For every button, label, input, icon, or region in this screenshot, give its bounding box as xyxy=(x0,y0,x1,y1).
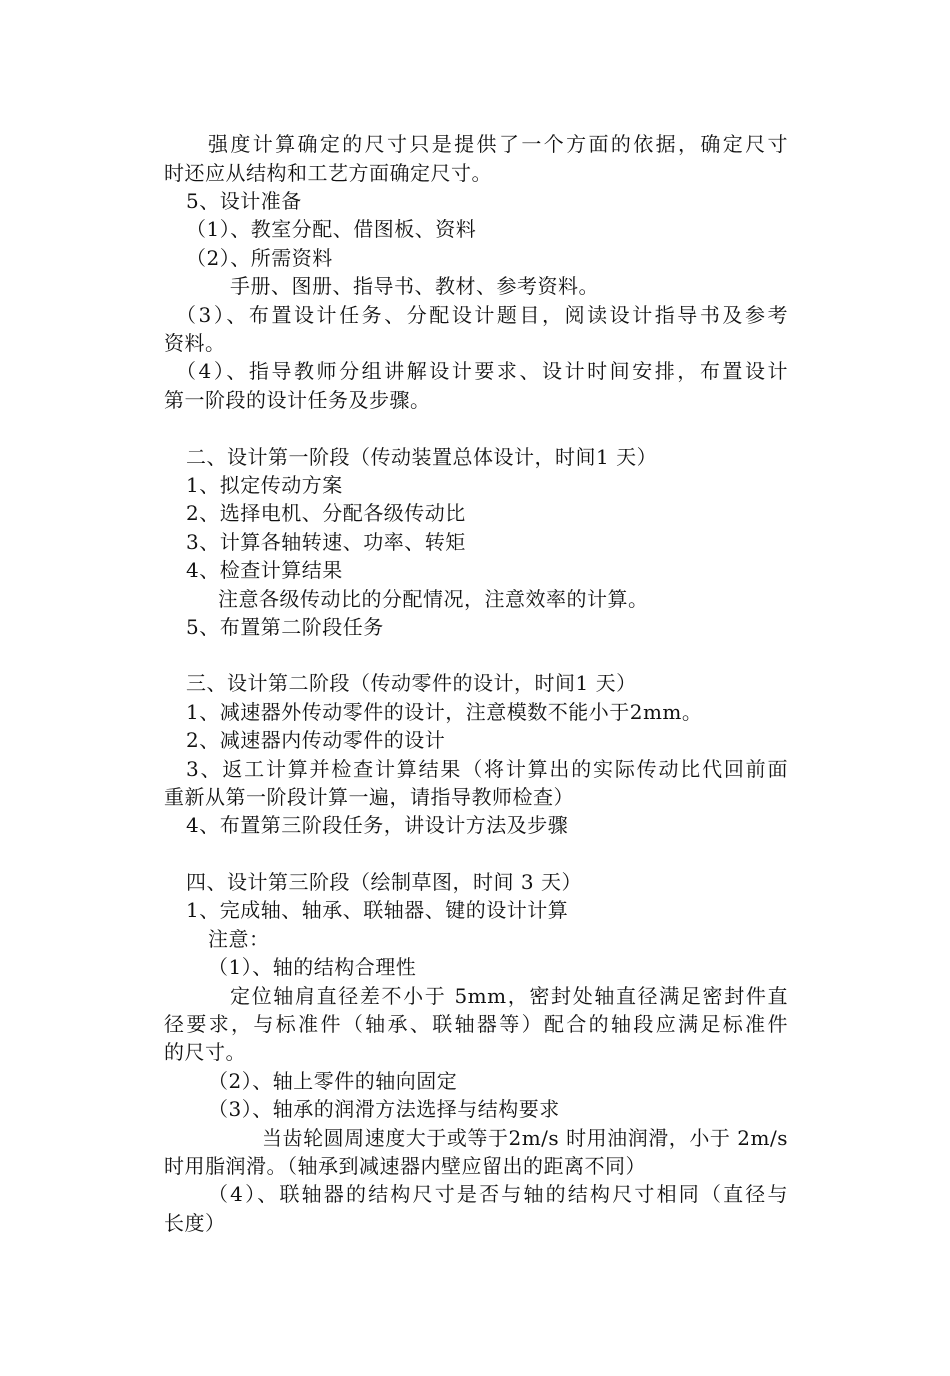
text-line: （2）、轴上零件的轴向固定 xyxy=(208,1069,458,1093)
text-line: 资料。 xyxy=(164,331,226,355)
text-line: 强度计算确定的尺寸只是提供了一个方面的依据，确定尺寸 xyxy=(208,132,788,156)
list-item: 4、布置第三阶段任务，讲设计方法及步骤 xyxy=(186,813,569,837)
text-line: 注意： xyxy=(208,927,270,951)
text-line: 定位轴肩直径差不小于 5mm，密封处轴直径满足密封件直 xyxy=(230,984,788,1008)
text-line: 的尺寸。 xyxy=(164,1040,246,1064)
text-line: （4）、联轴器的结构尺寸是否与轴的结构尺寸相同（直径与 xyxy=(208,1182,788,1206)
list-item: 2、减速器内传动零件的设计 xyxy=(186,728,446,752)
text-line: 长度） xyxy=(164,1211,226,1235)
section-heading: 三、设计第二阶段（传动零件的设计，时间1 天） xyxy=(186,671,637,695)
text-line: 手册、图册、指导书、教材、参考资料。 xyxy=(230,274,599,298)
text-line: 时用脂润滑。（轴承到减速器内壁应留出的距离不同） xyxy=(164,1154,646,1178)
list-item: 1、减速器外传动零件的设计，注意模数不能小于2mm。 xyxy=(186,700,703,724)
list-item: 1、完成轴、轴承、联轴器、键的设计计算 xyxy=(186,898,569,922)
list-item: 3、计算各轴转速、功率、转矩 xyxy=(186,530,466,554)
list-item: 2、选择电机、分配各级传动比 xyxy=(186,501,466,525)
text-line: 当齿轮圆周速度大于或等于2m/s 时用油润滑，小于 2m/s xyxy=(262,1126,788,1150)
text-line: 第一阶段的设计任务及步骤。 xyxy=(164,388,431,412)
text-line: （1）、教室分配、借图板、资料 xyxy=(186,217,477,241)
text-line: （1）、轴的结构合理性 xyxy=(208,955,417,979)
text-line: （4）、指导教师分组讲解设计要求、设计时间安排，布置设计 xyxy=(176,359,788,383)
text-line: （3）、布置设计任务、分配设计题目，阅读设计指导书及参考 xyxy=(176,303,788,327)
list-item: 5、布置第二阶段任务 xyxy=(186,615,384,639)
list-item: 3、返工计算并检查计算结果（将计算出的实际传动比代回前面 xyxy=(186,757,788,781)
section-heading: 四、设计第三阶段（绘制草图，时间 3 天） xyxy=(186,870,582,894)
text-line: 径要求，与标准件（轴承、联轴器等）配合的轴段应满足标准件 xyxy=(164,1012,788,1036)
text-line: 时还应从结构和工艺方面确定尺寸。 xyxy=(164,161,492,185)
list-item: 4、检查计算结果 xyxy=(186,558,343,582)
list-item: 1、拟定传动方案 xyxy=(186,473,343,497)
section-heading: 二、设计第一阶段（传动装置总体设计，时间1 天） xyxy=(186,445,658,469)
text-line: （2）、所需资料 xyxy=(186,246,333,270)
text-line: 注意各级传动比的分配情况，注意效率的计算。 xyxy=(218,587,649,611)
text-line: 重新从第一阶段计算一遍，请指导教师检查） xyxy=(164,785,574,809)
text-line: （3）、轴承的润滑方法选择与结构要求 xyxy=(208,1097,560,1121)
section-heading: 5、设计准备 xyxy=(186,189,302,213)
